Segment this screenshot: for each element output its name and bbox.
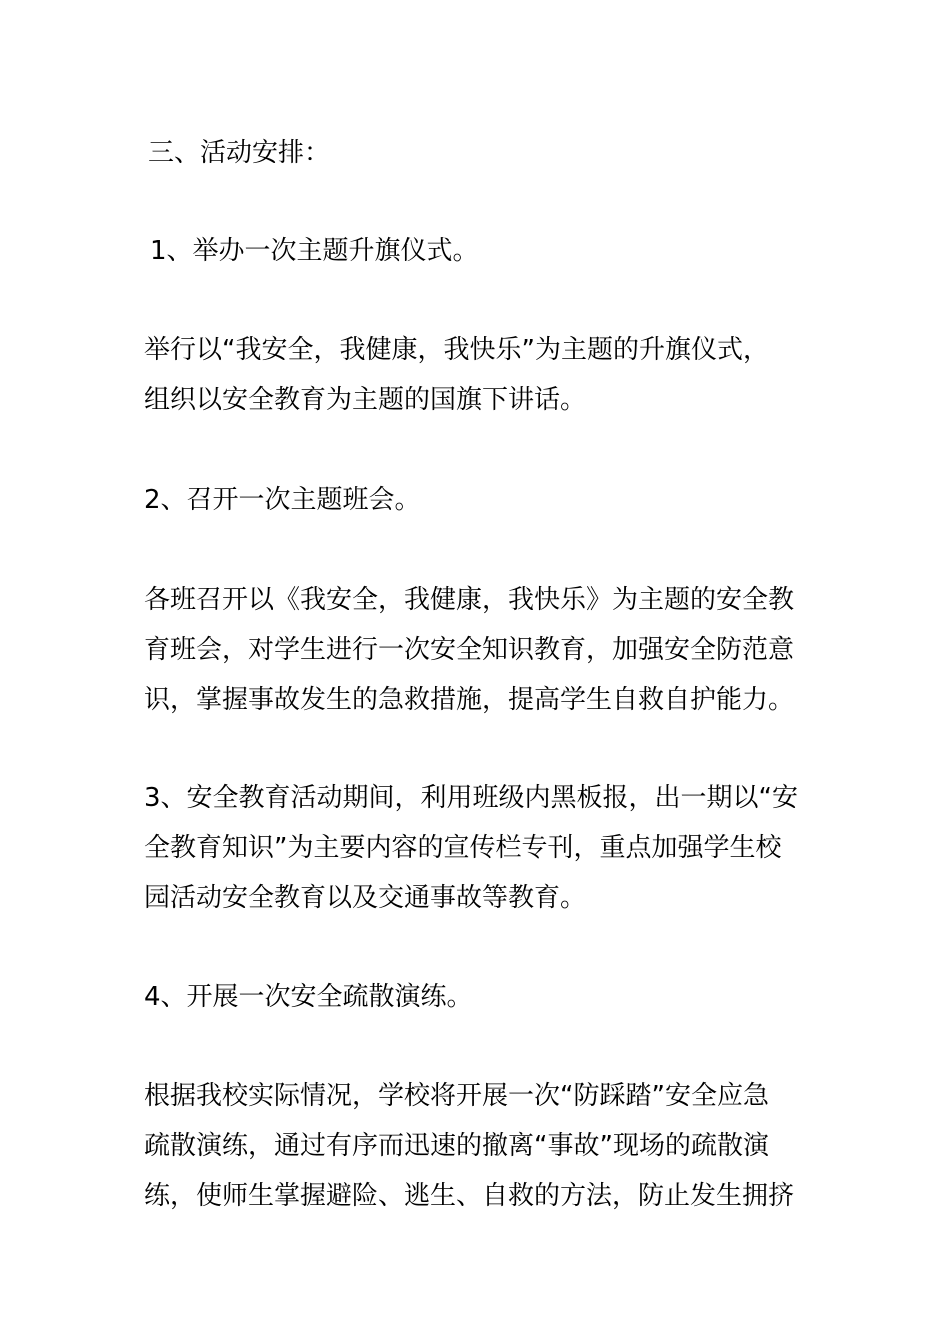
item1-paragraph — [144, 325, 814, 425]
paragraph-line: 练，使师生掌握避险、逃生、自救的方法，防止发生拥挤 — [144, 1181, 795, 1211]
paragraph-line: 疏散演练，通过有序而迅速的撤离“事故”现场的疏散演 — [144, 1131, 769, 1161]
paragraph-line: 各班召开以《我安全，我健康，我快乐》为主题的安全教 — [144, 585, 795, 615]
paragraph-line: 识，掌握事故发生的急救措施，提高学生自救自护能力。 — [144, 685, 795, 715]
paragraph-line: 全教育知识”为主要内容的宣传栏专刊，重点加强学生校 — [144, 833, 782, 863]
item2-paragraph — [144, 575, 814, 725]
paragraph-line: 组织以安全教育为主题的国旗下讲话。 — [144, 385, 587, 415]
item1-title: 1、举办一次主题升旗仪式。 — [150, 236, 479, 266]
paragraph-line: 园活动安全教育以及交通事故等教育。 — [144, 883, 587, 913]
section-heading: 三、活动安排： — [148, 138, 331, 168]
paragraph-line: 3、安全教育活动期间，利用班级内黑板报，出一期以“安 — [144, 783, 799, 813]
paragraph-line: 育班会，对学生进行一次安全知识教育，加强安全防范意 — [144, 635, 795, 665]
item4-paragraph — [144, 1071, 814, 1221]
item4-title: 4、开展一次安全疏散演练。 — [144, 982, 473, 1012]
item3-paragraph — [144, 773, 814, 923]
paragraph-line: 根据我校实际情况，学校将开展一次“防踩踏”安全应急 — [144, 1081, 769, 1111]
paragraph-line: 举行以“我安全，我健康，我快乐”为主题的升旗仪式， — [144, 335, 769, 365]
item2-title: 2、召开一次主题班会。 — [144, 485, 421, 515]
